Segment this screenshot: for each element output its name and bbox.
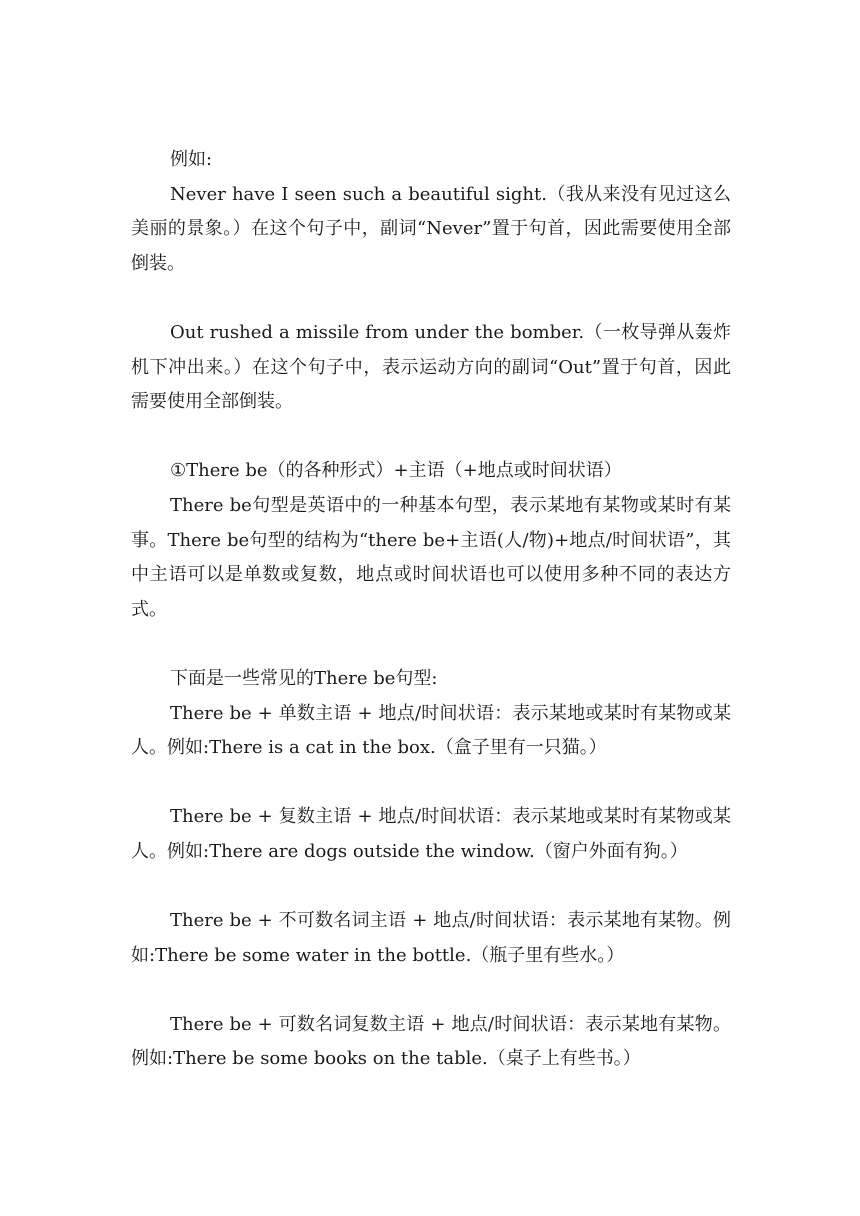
paragraph-gap [131, 766, 731, 801]
paragraph-there-be-heading: ①There be（的各种形式）+主语（+地点或时间状语） [170, 460, 622, 482]
paragraph-plural-pattern: There be + 复数主语 + 地点/时间状语：表示某地或某时有某物或某人。例如:There are dogs outside the window.（窗户外面有狗。） [131, 806, 731, 862]
paragraph-gap [131, 281, 731, 316]
paragraph-never-example: Never have I seen such a beautiful sight.（我从来没有见过这么美丽的景象。）在这个句子中，副词“Never”置于句首，因此需要使用全部倒装。 [131, 183, 731, 274]
paragraph-gap [131, 420, 731, 455]
paragraph-common-patterns-intro: 下面是一些常见的There be句型: [170, 667, 438, 689]
paragraph-gap [131, 869, 731, 904]
paragraph-uncountable-pattern: There be + 不可数名词主语 + 地点/时间状语：表示某地有某物。例如:There be some water in the bottle.（瓶子里有些水。） [131, 910, 731, 966]
paragraph-countable-plural-pattern: There be + 可数名词复数主语 + 地点/时间状语：表示某地有某物。例如:There be some books on the table.（桌子上有些书。） [131, 1013, 731, 1070]
document-body [131, 143, 731, 1077]
paragraph-out-example: Out rushed a missile from under the bomber.（一枚导弹从轰炸机下冲出来。）在这个句子中，表示运动方向的副词“Out”置于句首，因此需要使用全部倒装。 [131, 321, 731, 413]
paragraph-gap [131, 627, 731, 662]
paragraph-example-intro: 例如: [170, 149, 213, 170]
paragraph-gap [131, 973, 731, 1008]
paragraph-singular-pattern: There be + 单数主语 + 地点/时间状语：表示某地或某时有某物或某人。例如:There is a cat in the box.（盒子里有一只猫。） [131, 702, 731, 759]
paragraph-there-be-explanation: There be句型是英语中的一种基本句型，表示某地有某物或某时有某事。There be句型的结构为“there be+主语(人/物)+地点/时间状语”，其中主语可以是单数或复数，地点或时间状语也可以使用多种不同的表达方式。 [131, 494, 731, 620]
